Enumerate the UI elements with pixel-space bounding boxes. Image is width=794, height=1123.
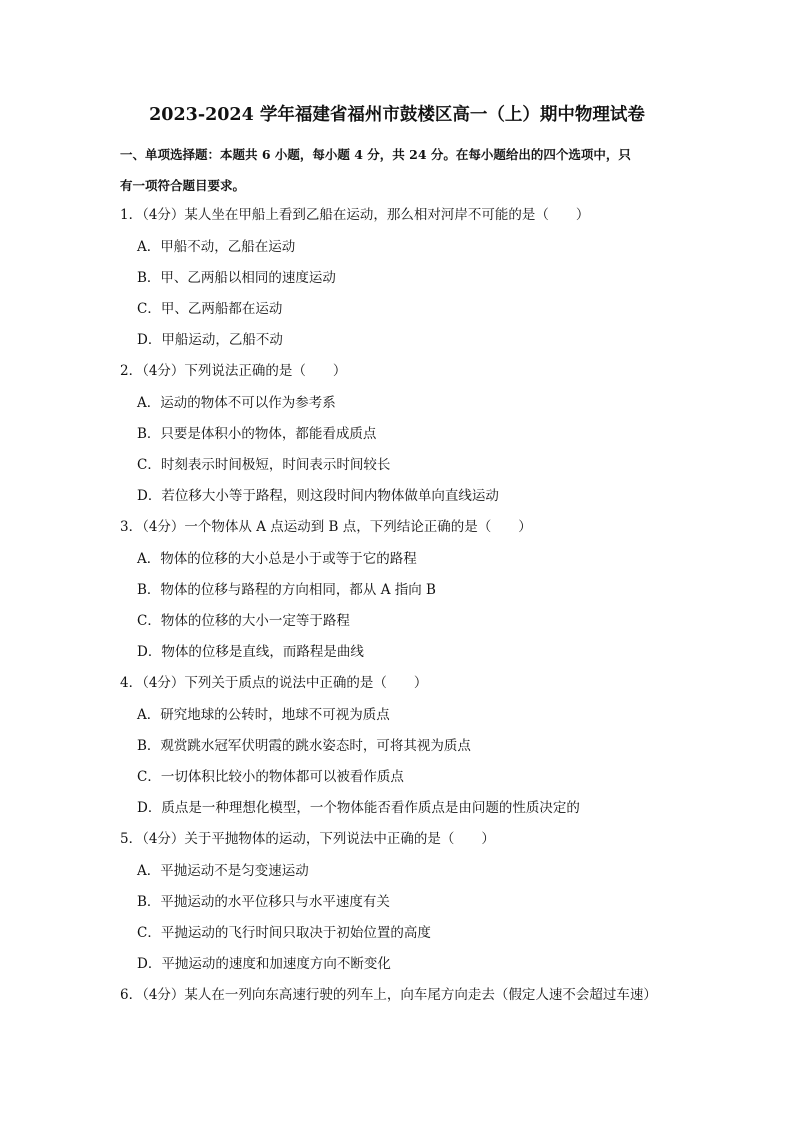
question-3-option-d: D．物体的位移是直线，而路程是曲线 <box>137 644 364 660</box>
question-3-stem: 3．（4分）一个物体从 A 点运动到 B 点，下列结论正确的是（ ） <box>120 519 532 535</box>
question-3-option-c: C．物体的位移的大小一定等于路程 <box>137 613 350 629</box>
question-4-option-b: B．观赏跳水冠军伏明霞的跳水姿态时，可将其视为质点 <box>137 738 471 754</box>
section-heading-line-2: 有一项符合题目要求。 <box>120 178 246 193</box>
question-5-option-b: B．平抛运动的水平位移只与水平速度有关 <box>137 894 390 910</box>
question-1-option-a: A．甲船不动，乙船在运动 <box>137 239 296 255</box>
question-2-option-b: B．只要是体积小的物体，都能看成质点 <box>137 426 377 442</box>
question-5-option-d: D．平抛运动的速度和加速度方向不断变化 <box>137 956 391 972</box>
question-2-option-d: D．若位移大小等于路程，则这段时间内物体做单向直线运动 <box>137 488 499 504</box>
question-3-option-a: A．物体的位移的大小总是小于或等于它的路程 <box>137 551 417 567</box>
question-1-option-d: D．甲船运动，乙船不动 <box>137 332 283 348</box>
question-1-option-c: C．甲、乙两船都在运动 <box>137 301 283 317</box>
question-1-option-b: B．甲、乙两船以相同的速度运动 <box>137 270 336 286</box>
question-4-stem: 4．（4分）下列关于质点的说法中正确的是（ ） <box>120 675 428 691</box>
question-1-stem: 1．（4分）某人坐在甲船上看到乙船在运动，那么相对河岸不可能的是（ ） <box>120 207 590 223</box>
question-5-option-a: A．平抛运动不是匀变速运动 <box>137 863 309 879</box>
question-2-stem: 2．（4分）下列说法正确的是（ ） <box>120 363 347 379</box>
question-4-option-a: A．研究地球的公转时，地球不可视为质点 <box>137 707 390 723</box>
question-5-stem: 5．（4分）关于平抛物体的运动，下列说法中正确的是（ ） <box>120 831 495 847</box>
question-3-option-b: B．物体的位移与路程的方向相同，都从 A 指向 B <box>137 582 436 598</box>
question-6-stem: 6．（4分）某人在一列向东高速行驶的列车上，向车尾方向走去（假定人速不会超过车速） <box>120 987 657 1003</box>
question-4-option-d: D．质点是一种理想化模型，一个物体能否看作质点是由问题的性质决定的 <box>137 800 580 816</box>
question-2-option-c: C．时刻表示时间极短，时间表示时间较长 <box>137 457 391 473</box>
exam-title: 2023-2024 学年福建省福州市鼓楼区高一（上）期中物理试卷 <box>149 105 645 125</box>
question-2-option-a: A．运动的物体不可以作为参考系 <box>137 395 336 411</box>
question-5-option-c: C．平抛运动的飞行时间只取决于初始位置的高度 <box>137 925 431 941</box>
section-heading-line-1: 一、单项选择题：本题共 6 小题，每小题 4 分，共 24 分。在每小题给出的四个选项中，只 <box>120 147 631 162</box>
question-4-option-c: C．一切体积比较小的物体都可以被看作质点 <box>137 769 404 785</box>
